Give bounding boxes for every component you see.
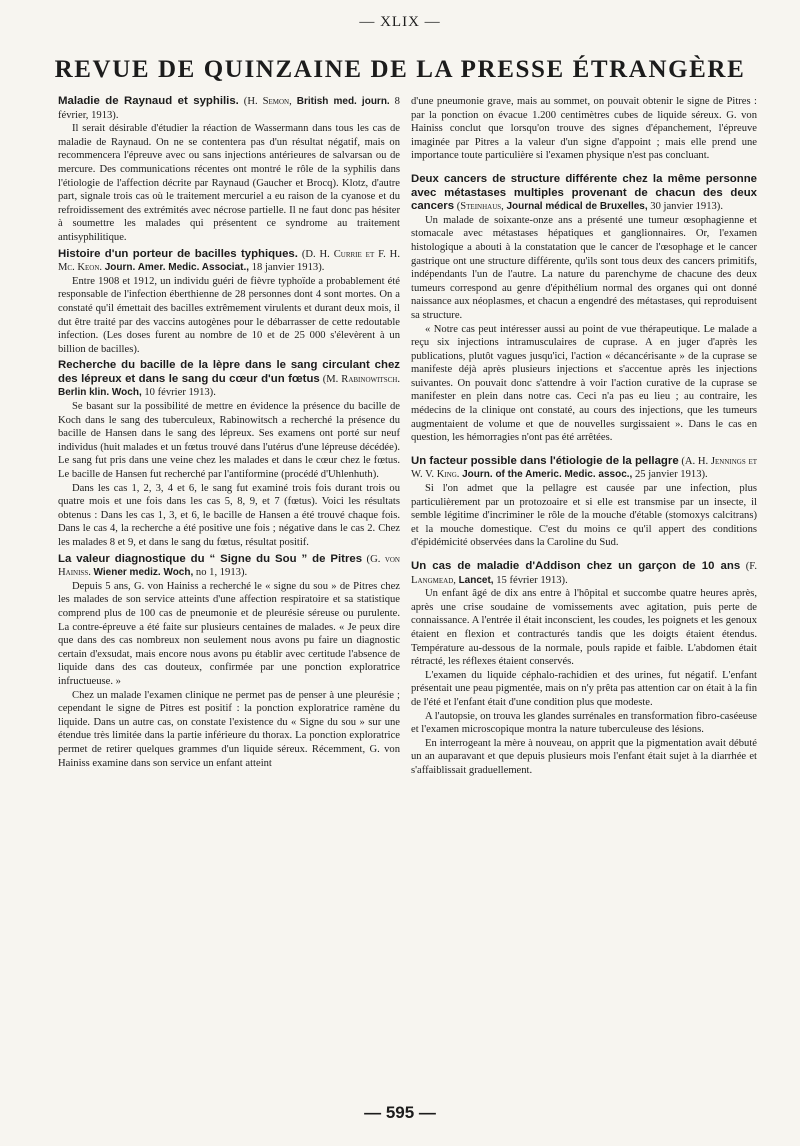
roman-page-number: — XLIX — <box>359 14 441 30</box>
article-date: 10 février 1913). <box>144 387 216 399</box>
article-author: (D. H. Currie et F. H. Mc. Keon. <box>58 248 400 274</box>
article-heading <box>411 455 757 482</box>
article-title: Histoire d'un porteur de bacilles typhiques. <box>58 247 298 260</box>
article-title: Un facteur possible dans l'étiologie de la pellagre <box>411 454 679 467</box>
article-date: 8 février, 1913). <box>58 96 400 121</box>
page-number: — 595 — <box>364 1103 436 1122</box>
paragraph: Un malade de soixante-onze ans a présenté une tumeur œsophagienne et stomacale avec métastases hépatiques et ganglionnaires. Or, l'examen histologique a abouti à la constatation que le cancer de l'œsophage et le cancer gastrique ont une structure différente, qu'ils sont tous deux des cancers primitifs, indépendants l'un de l'autre. La nature du parenchyme de chacune des deux tumeurs correspond au genre d'épithélium normal des organes qui ont donné naissance aux néoplasmes, et chacun a engendré des métastases, qui reproduisent sa structure. <box>411 214 757 321</box>
article-source: Journ. of the Americ. Medic. assoc., <box>462 469 633 481</box>
article-source: British med. journ. <box>296 96 390 107</box>
article-source: Berlin klin. Woch, <box>58 387 142 399</box>
right-column <box>411 95 757 778</box>
paragraph: L'examen du liquide céphalo-rachidien et des urines, fut négatif. L'enfant présentait une peau pigmentée, mais on n'y prêta pas attention car on était à la fin de l'été et l'enfant était d'une condition plus que modeste. <box>411 669 757 708</box>
article-heading <box>58 359 400 400</box>
paragraph: « Notre cas peut intéresser aussi au point de vue thérapeutique. Le malade a reçu six injections intramusculaires de cuprase. A en juger d'après les publications, plutôt vagues jusqu'ici, l'action « décancérisante » de la cuprase se manifeste déjà après plusieurs injections et s'accentue après les injections suivantes. On pouvait donc s'attendre à voir l'action curative de la cuprase se manifester en plein dans notre cas. Ceci n'a pas eu lieu ; au contraire, les médecins de la clinique ont constaté, au cours des injections, que les tumeurs augmentaient de volume et que de nouvelles surgissaient ». Dans le cas en question, les hémorragies n'ont pas été arrêtées. <box>411 323 757 444</box>
article-author: (A. H. Jennings et W. V. King. <box>411 455 757 481</box>
article-author: (Steinhaus, <box>456 201 504 213</box>
article-heading <box>411 173 757 214</box>
article-title: Maladie de Raynaud et syphilis. <box>58 95 239 107</box>
article-author: (H. Semon, <box>243 96 292 107</box>
paragraph: A l'autopsie, on trouva les glandes surrénales en transformation fibro-caséeuse et l'examen microscopique montra la nature tuberculeuse des lésions. <box>411 710 757 736</box>
article-author: (F. Langmead, <box>411 561 757 586</box>
paragraph: Un enfant âgé de dix ans entre à l'hôpital et succombe quatre heures après, après une crise soudaine de vomissements avec agitation, puis perte de connaissance. A l'entrée il était inconscient, les coudes, les poignets et les genoux étaient en flexion et contracturés tandis que les doigts étaient étendus. Température au-dessous de la normale, pouls rapide et faible. L'abdomen était rétracté, les réflexes étaient conservés. <box>411 588 757 668</box>
article-heading <box>58 95 400 122</box>
paragraph: Dans les cas 1, 2, 3, 4 et 6, le sang fut examiné trois fois durant trois ou quatre mois et une fois dans les cas 5, 8, 9, et 7 (fœtus). Voici les résultats obtenus : Dans les cas 1, 3, et 6, le bacille de Hansen a été trouvé chaque fois. Dans le cas 4, la recherche a été positive une fois ; négative dans le cas 2. Chez les malades 8 et 9, et dans le sang du fœtus, résultat positif. <box>58 482 400 548</box>
article-date: 30 janvier 1913). <box>650 201 723 213</box>
article-source: Journal médical de Bruxelles, <box>506 201 648 213</box>
article-source: Journ. Amer. Medic. Associat., <box>104 262 250 274</box>
paragraph: Il serait désirable d'étudier la réaction de Wassermann dans tous les cas de maladie de Raynaud. On ne se contentera pas d'un résultat négatif, mais on recommencera l'épreuve avec ou sans injections antérieures de salvarsan ou de mercure. Des communications récentes ont montré le rôle de la syphilis dans l'étiologie de l'affection décrite par Raynaud (Gaucher et Brocq). Klotz, d'autre part, signale trois cas où le traitement mercuriel a eu raison de la cyanose et du refroidissement des extrémités avec nécrose partielle. Il ne faut donc pas hésiter à soumettre les malades qui présentent ce syndrome au traitement antisyphilitique. <box>58 123 400 243</box>
article-source: Lancet, <box>458 574 494 586</box>
article-author: (M. Rabinowitsch. <box>322 373 400 385</box>
article-date: 25 janvier 1913). <box>635 469 708 481</box>
article-heading <box>411 560 757 587</box>
left-column <box>58 95 400 770</box>
article-title: La valeur diagnostique du “ Signe du Sou ” de Pitres <box>58 552 363 565</box>
paragraph: Depuis 5 ans, G. von Hainiss a recherché le « signe du sou » de Pitres chez les malades de son service atteints d'une affection respiratoire et sa statistique comprend plus de 100 cas de pneumonie et de pleurésie séreuse ou purulente. La contre-épreuve a été faite sur plusieurs centaines de malades. « Je peux dire que dans des cas nombreux non seulement nous avons pu faire un diagnostic certain d'exsudat, mais encore nous avons pu établir avec certitude l'absence de liquide dans des cas douteux, confirmée par une ponction exploratrice infructueuse. » <box>58 580 400 687</box>
paragraph: En interrogeant la mère à nouveau, on apprit que la pigmentation avait débuté un an auparavant et que depuis plusieurs mois l'enfant était sujet à la diarrhée et s'affaiblissait graduellement. <box>411 737 757 776</box>
article-author: (G. von Hainiss. <box>58 553 400 579</box>
article-heading <box>58 248 400 275</box>
page-title: REVUE DE QUINZAINE DE LA PRESSE ÉTRANGÈRE <box>54 56 746 83</box>
article-source: Wiener mediz. Woch, <box>93 567 194 579</box>
article-title: Recherche du bacille de la lèpre dans le sang circulant chez des lépreux et dans le sang du cœur d'un fœtus <box>58 359 400 385</box>
paragraph: Se basant sur la possibilité de mettre en évidence la présence du bacille de Koch dans le sang des tuberculeux, Rabinowitsch a recherché la présence du bacille de Hansen dans le sang des lépreux. Ses examens ont porté sur neuf individus (huit malades et un fœtus trouvé dans l'utérus d'une lépreuse décédée). Le sang fut pris dans une veine chez les malades et dans le cœur chez le fœtus. Le bacille de Hansen fut recherché par l'antiformine (procédé d'Uhlenhuth). <box>58 401 400 481</box>
article-title: Deux cancers de structure différente chez la même personne avec métastases multiples provenant de chacun des deux cancers <box>411 172 757 213</box>
paragraph-continued: d'une pneumonie grave, mais au sommet, on pouvait obtenir le signe de Pitres : par la ponction on évacue 1.200 centimètres cubes de liquide séreux. G. von Hainiss conclut que lorsqu'on trouve des signes d'épanchement, l'épreuve imaginée par Pitres a la valeur d'un signe d'appoint ; mais elle prend une importance toute particulière si l'examen physique n'est pas concluant. <box>411 96 757 162</box>
article-date: no 1, 1913). <box>195 567 248 579</box>
paragraph: Si l'on admet que la pellagre est causée par une infection, plus particulièrement par un protozoaire et si elle est transmise par un insecte, il semble légitime d'incriminer le rôle de la mouche d'étable (stomoxys calcitrans) et la mouche domestique. C'est du moins ce qu'il appert des conditions d'épidémicité observées dans la Caroline du Sud. <box>411 483 757 549</box>
article-date: 18 janvier 1913). <box>251 262 325 274</box>
article-heading <box>58 553 400 580</box>
paragraph: Chez un malade l'examen clinique ne permet pas de penser à une pleurésie ; cependant le signe de Pitres est positif : la ponction exploratrice ramène du liquide. Dans un autre cas, on constate l'existence du « Signe du sou » sur une étendue très limitée dans la partie inférieure du thorax. La ponction exploratrice permet de retirer quelques grammes d'un liquide séreux. Récemment, G. von Hainiss examine dans son service un enfant atteint <box>58 689 400 769</box>
paragraph: Entre 1908 et 1912, un individu guéri de fièvre typhoïde a probablement été responsable de l'infection éberthienne de 28 personnes dont 4 sont mortes. On a constaté qu'il émettait des bacilles extrêmement virulents et durant deux mois, il dut être traité par des vaccins autogènes pour le débarrasser de cette redoutable infection. (Les doses furent au nombre de 10 et de 25 000 s'élevèrent à un billion de bacilles). <box>58 275 400 355</box>
article-date: 15 février 1913). <box>496 574 568 586</box>
article-title: Un cas de maladie d'Addison chez un garçon de 10 ans <box>411 560 741 572</box>
